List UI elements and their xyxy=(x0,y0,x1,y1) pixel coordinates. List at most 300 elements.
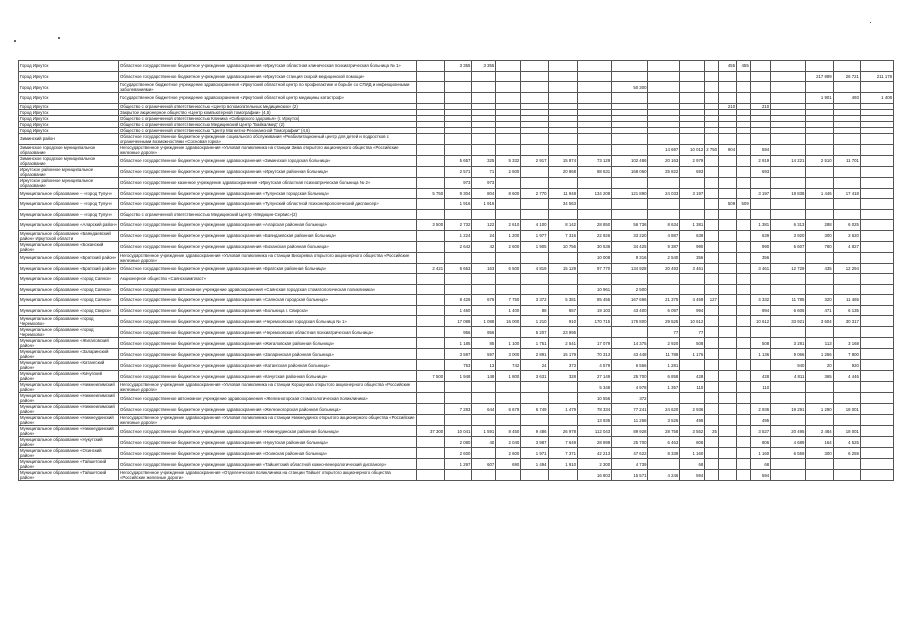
value-cell xyxy=(521,166,548,177)
value-cell xyxy=(806,327,833,338)
value-cell: 509 xyxy=(718,199,736,210)
value-cell xyxy=(680,274,705,285)
value-cell: 4 525 xyxy=(833,437,860,448)
value-cell: 33 921 xyxy=(771,316,806,327)
value-cell xyxy=(718,426,736,437)
value-cell xyxy=(737,404,751,415)
value-cell xyxy=(680,177,705,188)
value-cell xyxy=(860,338,893,349)
value-cell xyxy=(612,274,648,285)
value-cell xyxy=(860,382,893,393)
value-cell xyxy=(548,284,578,295)
value-cell xyxy=(705,305,719,316)
value-cell: 12 294 xyxy=(833,263,860,274)
value-cell: 4 332 xyxy=(750,295,770,306)
value-cell xyxy=(445,274,472,285)
value-cell xyxy=(833,470,860,481)
value-cell: 3 168 xyxy=(833,338,860,349)
value-cell: 920 xyxy=(833,360,860,371)
value-cell: 1 281 xyxy=(648,360,680,371)
table-row xyxy=(19,82,894,93)
value-cell: 210 xyxy=(718,103,736,109)
value-cell xyxy=(860,241,893,252)
value-cell: 2 510 xyxy=(806,155,833,166)
value-cell xyxy=(416,360,444,371)
value-cell xyxy=(718,448,736,459)
value-cell xyxy=(860,274,893,285)
value-cell: 37 300 xyxy=(416,426,444,437)
value-cell xyxy=(718,274,736,285)
value-cell xyxy=(416,448,444,459)
value-cell: 2 571 xyxy=(445,166,472,177)
value-cell xyxy=(833,61,860,72)
value-cell xyxy=(496,209,521,220)
value-cell xyxy=(548,71,578,82)
value-cell xyxy=(416,305,444,316)
value-cell xyxy=(718,188,736,199)
value-cell xyxy=(833,199,860,210)
value-cell xyxy=(578,199,612,210)
value-cell: 1 751 xyxy=(521,338,548,349)
value-cell: 50 300 xyxy=(612,82,648,93)
value-cell: 3 526 xyxy=(648,415,680,426)
territory-cell: Муниципальное образование – «город Тулун» xyxy=(19,209,119,220)
value-cell xyxy=(521,61,548,72)
value-cell: 1 088 xyxy=(472,316,496,327)
organization-cell: Областное государственное бюджетное учреждение здравоохранения «Тайшетский областной кожно-венерологический диспансер» xyxy=(119,459,417,470)
value-cell: 8 450 xyxy=(496,426,521,437)
value-cell xyxy=(737,305,751,316)
value-cell: 28 899 xyxy=(578,437,612,448)
value-cell xyxy=(771,61,806,72)
value-cell: 1 160 xyxy=(750,448,770,459)
value-cell: 68 xyxy=(680,459,705,470)
value-cell xyxy=(718,305,736,316)
value-cell xyxy=(860,252,893,263)
value-cell xyxy=(472,382,496,393)
value-cell: 693 xyxy=(680,166,705,177)
organization-cell: Областное государственное бюджетное учреждение здравоохранения «Саянская городская больница» xyxy=(119,295,417,306)
value-cell xyxy=(771,393,806,404)
organization-cell: Областное государственное бюджетное учреждение здравоохранения «Иркутская областная клиническая психиатрическая больница № 1» xyxy=(119,61,417,72)
value-cell xyxy=(771,459,806,470)
value-cell: 5 332 xyxy=(496,155,521,166)
value-cell: 73 129 xyxy=(578,155,612,166)
value-cell xyxy=(496,252,521,263)
value-cell xyxy=(705,263,719,274)
value-cell: 6 313 xyxy=(771,220,806,231)
value-cell: 8 634 xyxy=(648,220,680,231)
organization-cell: Областное государственное бюджетное учреждение социального обслуживания «Реабилитационный центр для детей и подростков с ограниченными возможностями «Сосновая горка» xyxy=(119,133,417,144)
value-cell xyxy=(860,360,893,371)
value-cell: 2 936 xyxy=(680,404,705,415)
value-cell xyxy=(521,82,548,93)
value-cell xyxy=(860,349,893,360)
value-cell: 3 604 xyxy=(806,316,833,327)
value-cell xyxy=(771,284,806,295)
value-cell xyxy=(806,459,833,470)
value-cell: 21 375 xyxy=(648,295,680,306)
value-cell xyxy=(705,241,719,252)
value-cell xyxy=(416,144,444,155)
value-cell: 56 736 xyxy=(612,220,648,231)
table-row xyxy=(19,338,894,349)
value-cell xyxy=(806,133,833,144)
value-cell xyxy=(416,349,444,360)
value-cell: 97 770 xyxy=(578,263,612,274)
value-cell xyxy=(737,338,751,349)
value-cell xyxy=(521,209,548,220)
table-row xyxy=(19,188,894,199)
value-cell: 10 961 xyxy=(578,284,612,295)
value-cell: 1 381 xyxy=(750,220,770,231)
organization-cell: Государственное бюджетное учреждение здравоохранения «Иркутский областной центр медицины катастроф» xyxy=(119,93,417,104)
value-cell: 122 xyxy=(472,220,496,231)
value-cell xyxy=(705,349,719,360)
organization-cell: Общество с ограниченной ответственностью Медицинский Центр "Байкалмед" (2) xyxy=(119,121,417,127)
value-cell: 7 283 xyxy=(445,404,472,415)
territory-cell: Город Иркутск xyxy=(19,121,119,127)
table-row xyxy=(19,220,894,231)
value-cell: 26 978 xyxy=(548,426,578,437)
value-cell: 1 266 xyxy=(806,349,833,360)
value-cell xyxy=(496,274,521,285)
organization-cell: Негосударственное учреждение здравоохранения «Узловая поликлиника на станции Коршуниха открытого акционерного общества «Российские железные дороги» xyxy=(119,382,417,393)
value-cell xyxy=(416,177,444,188)
value-cell: 217 899 xyxy=(806,71,833,82)
territory-cell: Муниципальное образование – «город Тулун» xyxy=(19,188,119,199)
value-cell xyxy=(750,284,770,295)
value-cell: 102 486 xyxy=(612,155,648,166)
value-cell: 1 297 xyxy=(445,459,472,470)
value-cell: 973 xyxy=(445,177,472,188)
value-cell: 2 917 xyxy=(521,155,548,166)
value-cell xyxy=(833,393,860,404)
value-cell xyxy=(496,93,521,104)
value-cell xyxy=(578,93,612,104)
value-cell xyxy=(860,327,893,338)
value-cell: 4 819 xyxy=(521,263,548,274)
value-cell: 356 xyxy=(750,252,770,263)
value-cell: 19 291 xyxy=(771,404,806,415)
value-cell: 3 197 xyxy=(750,188,770,199)
value-cell xyxy=(496,393,521,404)
value-cell: 9 066 xyxy=(771,349,806,360)
value-cell: 1 100 xyxy=(496,338,521,349)
value-cell: 8 339 xyxy=(648,448,680,459)
value-cell: 20 495 xyxy=(771,426,806,437)
value-cell: 175 800 xyxy=(612,316,648,327)
value-cell: 9 387 xyxy=(648,241,680,252)
value-cell: 3 281 xyxy=(771,338,806,349)
value-cell xyxy=(648,82,680,93)
value-cell: 85 455 xyxy=(578,295,612,306)
value-cell: 17 088 xyxy=(445,316,472,327)
value-cell xyxy=(445,133,472,144)
value-cell xyxy=(737,437,751,448)
value-cell: 5 207 xyxy=(521,327,548,338)
organization-cell: Областное государственное бюджетное учреждение здравоохранения «Иркутская станция скорой медицинской помощи» xyxy=(119,71,417,82)
value-cell: 6 025 xyxy=(833,220,860,231)
value-cell xyxy=(718,133,736,144)
value-cell xyxy=(496,382,521,393)
value-cell: 6 463 xyxy=(648,437,680,448)
organization-cell: Негосударственное учреждение здравоохранения «Узловая поликлиника на станции Вихоревка открытого акционерного общества «Российские железные дороги» xyxy=(119,252,417,263)
value-cell: 43 448 xyxy=(612,349,648,360)
value-cell xyxy=(496,284,521,295)
value-cell xyxy=(416,241,444,252)
value-cell xyxy=(771,82,806,93)
value-cell xyxy=(806,470,833,481)
value-cell: 68 xyxy=(750,459,770,470)
value-cell xyxy=(416,166,444,177)
organization-cell: Областное государственное бюджетное учреждение здравоохранения «Катангская районная больница» xyxy=(119,360,417,371)
value-cell xyxy=(737,393,751,404)
value-cell: 15 874 xyxy=(548,155,578,166)
value-cell: 4 689 xyxy=(771,437,806,448)
value-cell: 22 926 xyxy=(578,230,612,241)
value-cell xyxy=(521,177,548,188)
value-cell xyxy=(750,133,770,144)
value-cell: 88 xyxy=(521,305,548,316)
value-cell: 2 919 xyxy=(750,155,770,166)
table-row xyxy=(19,382,894,393)
value-cell: 113 xyxy=(806,338,833,349)
value-cell: 4 811 xyxy=(771,371,806,382)
value-cell xyxy=(718,295,736,306)
value-cell xyxy=(833,144,860,155)
value-cell: 33 220 xyxy=(612,230,648,241)
value-cell xyxy=(737,209,751,220)
value-cell: 40 xyxy=(472,437,496,448)
value-cell xyxy=(718,470,736,481)
value-cell: 88 631 xyxy=(578,166,612,177)
value-cell xyxy=(806,415,833,426)
territory-cell: Город Иркутск xyxy=(19,115,119,121)
value-cell: 1 290 xyxy=(806,404,833,415)
value-cell xyxy=(737,133,751,144)
table-row xyxy=(19,470,894,481)
value-cell: 471 xyxy=(806,305,833,316)
value-cell: 7 371 xyxy=(548,448,578,459)
value-cell xyxy=(648,199,680,210)
value-cell xyxy=(416,404,444,415)
value-cell: 7 316 xyxy=(548,230,578,241)
organization-cell: Областное государственное бюджетное учреждение здравоохранения «Черемховская областная психиатрическая больница» xyxy=(119,327,417,338)
territory-cell: Муниципальное образование «Нижнеилимский район» xyxy=(19,382,119,393)
value-cell xyxy=(648,274,680,285)
table-row xyxy=(19,437,894,448)
value-cell: 994 xyxy=(680,305,705,316)
value-cell: 1 185 xyxy=(445,338,472,349)
value-cell: 2 600 xyxy=(445,448,472,459)
value-cell xyxy=(737,426,751,437)
value-cell xyxy=(648,133,680,144)
value-cell: 24 033 xyxy=(648,188,680,199)
value-cell xyxy=(718,404,736,415)
table-row xyxy=(19,404,894,415)
value-cell: 3 461 xyxy=(750,263,770,274)
value-cell xyxy=(521,382,548,393)
value-cell xyxy=(521,144,548,155)
organization-cell: Государственное бюджетное учреждение здравоохранения «Иркутский областной центр по профилактике и борьбе со СПИД и инфекционными заболеваниями» xyxy=(119,82,417,93)
value-cell xyxy=(860,166,893,177)
value-cell: 78 334 xyxy=(578,404,612,415)
value-cell: 1 905 xyxy=(521,241,548,252)
value-cell: 508 xyxy=(750,338,770,349)
value-cell xyxy=(737,166,751,177)
value-cell: 11 258 xyxy=(612,415,648,426)
value-cell xyxy=(718,166,736,177)
value-cell: 1 910 xyxy=(548,459,578,470)
value-cell xyxy=(680,71,705,82)
value-cell: 3 500 xyxy=(416,220,444,231)
value-cell xyxy=(737,155,751,166)
value-cell: 2 040 xyxy=(496,437,521,448)
value-cell: 16 000 xyxy=(496,316,521,327)
value-cell xyxy=(416,199,444,210)
value-cell: 300 xyxy=(806,448,833,459)
value-cell: 43 400 xyxy=(612,305,648,316)
value-cell xyxy=(771,93,806,104)
value-cell: 3 461 xyxy=(680,263,705,274)
value-cell xyxy=(705,327,719,338)
value-cell xyxy=(521,393,548,404)
organization-cell: Областное государственное бюджетное учреждение здравоохранения «Нижнеудинская районная больница» xyxy=(119,426,417,437)
value-cell xyxy=(521,415,548,426)
value-cell: 2 421 xyxy=(416,263,444,274)
organization-cell: Областное государственное бюджетное учреждение здравоохранения «Боханская районная больница» xyxy=(119,241,417,252)
value-cell xyxy=(472,133,496,144)
table-row xyxy=(19,327,894,338)
value-cell xyxy=(718,393,736,404)
value-cell xyxy=(806,199,833,210)
value-cell xyxy=(705,209,719,220)
value-cell xyxy=(771,327,806,338)
value-cell xyxy=(860,144,893,155)
value-cell: 4 887 xyxy=(648,230,680,241)
territory-cell: Муниципальное образование «город Саянск» xyxy=(19,284,119,295)
value-cell xyxy=(860,61,893,72)
data-table-container xyxy=(18,60,894,481)
value-cell: 11 701 xyxy=(833,155,860,166)
value-cell xyxy=(705,199,719,210)
value-cell xyxy=(496,470,521,481)
value-cell: 904 xyxy=(718,144,736,155)
value-cell xyxy=(860,415,893,426)
value-cell xyxy=(416,209,444,220)
value-cell xyxy=(860,448,893,459)
value-cell xyxy=(860,305,893,316)
value-cell xyxy=(416,327,444,338)
value-cell xyxy=(416,470,444,481)
value-cell: 19 103 xyxy=(578,305,612,316)
value-cell xyxy=(750,177,770,188)
value-cell: 1 446 xyxy=(806,188,833,199)
value-cell: 373 xyxy=(548,360,578,371)
value-cell: 3 197 xyxy=(680,188,705,199)
value-cell: 148 xyxy=(472,371,496,382)
value-cell xyxy=(472,252,496,263)
value-cell xyxy=(648,459,680,470)
value-cell: 3 355 xyxy=(445,61,472,72)
table-row xyxy=(19,252,894,263)
value-cell xyxy=(771,415,806,426)
value-cell xyxy=(612,71,648,82)
value-cell: 644 xyxy=(472,404,496,415)
table-row xyxy=(19,360,894,371)
value-cell: 804 xyxy=(472,188,496,199)
value-cell xyxy=(705,61,719,72)
value-cell xyxy=(416,437,444,448)
value-cell xyxy=(750,82,770,93)
value-cell: 168 060 xyxy=(612,166,648,177)
organization-cell: Негосударственное учреждение здравоохранения «Узловая поликлиника на станции Нижнеудинск открытого акционерного общества «Российские железные дороги» xyxy=(120,415,415,425)
value-cell: 5 657 xyxy=(445,155,472,166)
organization-cell: Негосударственное учреждение здравоохранения «Отделенческая поликлиника на станции Тайшет открытого акционерного общества «Российские железные дороги» xyxy=(119,470,417,481)
value-cell xyxy=(718,263,736,274)
value-cell xyxy=(705,382,719,393)
value-cell xyxy=(521,274,548,285)
value-cell: 2 979 xyxy=(680,155,705,166)
value-cell: 28 758 xyxy=(648,426,680,437)
value-cell xyxy=(806,177,833,188)
value-cell: 16 803 xyxy=(578,470,612,481)
organization-cell: Областное государственное бюджетное учреждение здравоохранения «Иркутская районная больница» xyxy=(119,166,417,177)
value-cell xyxy=(860,459,893,470)
value-cell xyxy=(860,470,893,481)
value-cell: 639 xyxy=(680,230,705,241)
value-cell xyxy=(612,93,648,104)
value-cell xyxy=(648,393,680,404)
territory-cell: Муниципальное образование «Братский район» xyxy=(19,252,119,263)
value-cell: 26 721 xyxy=(833,71,860,82)
territory-cell: Муниципальное образование «город Черемхово» xyxy=(19,327,119,338)
value-cell: 607 xyxy=(472,459,496,470)
value-cell: 24 xyxy=(521,360,548,371)
data-table xyxy=(18,60,894,481)
value-cell: 753 xyxy=(445,360,472,371)
table-row xyxy=(19,459,894,470)
value-cell xyxy=(718,82,736,93)
value-cell: 18 838 xyxy=(771,188,806,199)
value-cell: 6 556 xyxy=(612,360,648,371)
territory-cell: Муниципальное образование «Нижнеудинский район» xyxy=(19,426,119,437)
value-cell: 1 800 xyxy=(496,371,521,382)
value-cell xyxy=(548,393,578,404)
value-cell: 994 xyxy=(750,305,770,316)
organization-cell: Областное государственное бюджетное учреждение здравоохранения «Железногорская районная больница» xyxy=(119,404,417,415)
value-cell xyxy=(521,133,548,144)
value-cell: 20 xyxy=(806,360,833,371)
territory-cell: Муниципальное образование «Аларский район» xyxy=(19,220,119,231)
value-cell: 10 012 xyxy=(680,144,705,155)
table-row xyxy=(19,71,894,82)
value-cell xyxy=(548,133,578,144)
value-cell xyxy=(445,93,472,104)
territory-cell: Город Иркутск xyxy=(19,61,119,72)
value-cell: 4 739 xyxy=(612,459,648,470)
value-cell: 6 858 xyxy=(648,371,680,382)
value-cell xyxy=(680,199,705,210)
value-cell xyxy=(705,133,719,144)
value-cell: 10 612 xyxy=(680,316,705,327)
value-cell: 18 001 xyxy=(833,426,860,437)
value-cell xyxy=(416,71,444,82)
value-cell: 3 355 xyxy=(472,61,496,72)
value-cell xyxy=(472,470,496,481)
value-cell: 5 348 xyxy=(578,382,612,393)
